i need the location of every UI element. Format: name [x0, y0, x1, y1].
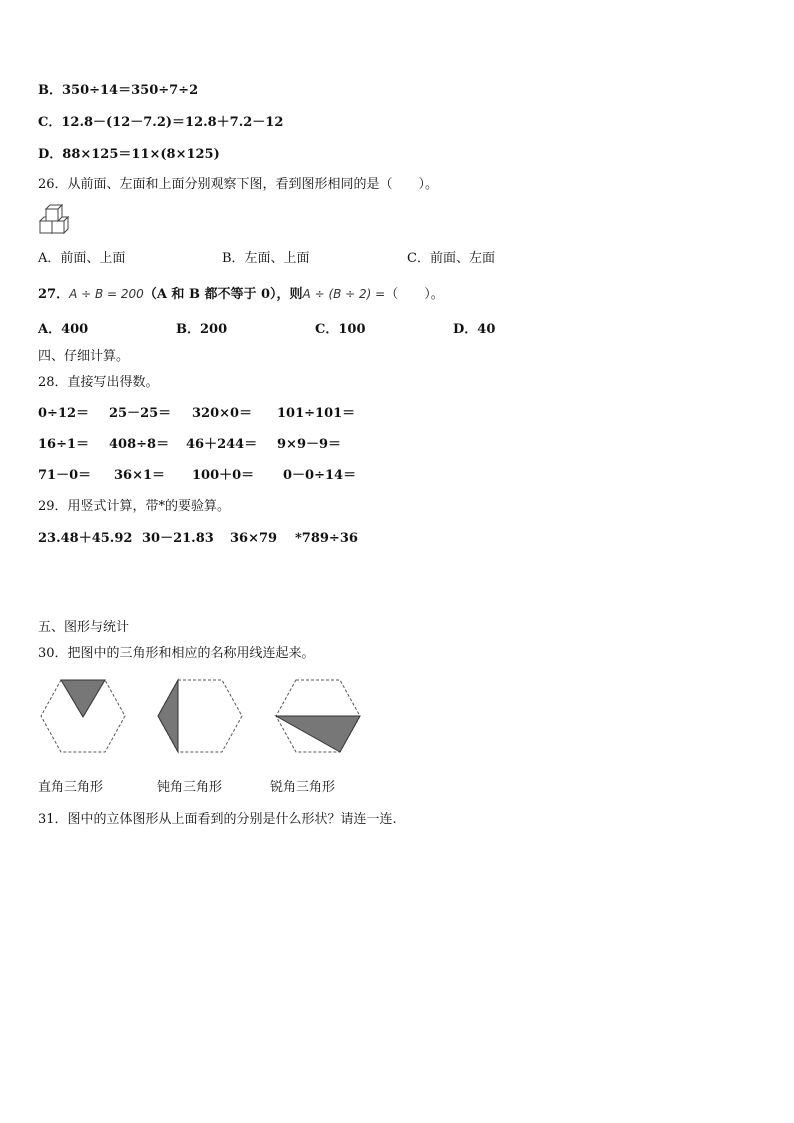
q27-number: 27． [38, 287, 70, 302]
q27-option-d: D．40 [453, 322, 496, 337]
q25-option-c: C．12.8－(12－7.2)＝12.8＋7.2－12 [38, 115, 284, 130]
q25-option-d: D．88×125＝11×(8×125) [38, 147, 220, 162]
q28-question: 28．直接写出得数。 [38, 375, 159, 390]
q28-cell: 36×1＝ [114, 468, 166, 483]
section-4-title: 四、仔细计算。 [38, 349, 130, 364]
q28-cell: 0÷12＝ [38, 406, 90, 421]
q30-question: 30．把图中的三角形和相应的名称用线连起来。 [38, 646, 315, 661]
q25-option-b: B．350÷14＝350÷7÷2 [38, 83, 199, 98]
label-obtuse-triangle: 钝角三角形 [157, 780, 223, 795]
q26-option-a: A．前面、上面 [38, 251, 126, 266]
q29-item: *789÷36 [295, 531, 358, 546]
hexagon-figure-3 [275, 679, 361, 753]
hexagon-figure-2 [157, 679, 243, 753]
q27-option-b: B．200 [176, 322, 228, 337]
q28-cell: 25－25＝ [109, 406, 172, 421]
q27-condition: （A 和 B 都不等于 0），则 [143, 287, 303, 302]
q28-cell: 101÷101＝ [277, 406, 356, 421]
q28-cell: 16÷1＝ [38, 437, 90, 452]
q26-option-c: C．前面、左面 [407, 251, 495, 266]
label-acute-triangle: 锐角三角形 [270, 780, 336, 795]
shaded-triangle [158, 680, 178, 752]
q29-item: 36×79 [230, 531, 278, 546]
q29-item: 23.48＋45.92 [38, 531, 133, 546]
section-5-title: 五、图形与统计 [38, 620, 130, 635]
label-right-triangle: 直角三角形 [38, 780, 104, 795]
q27-question [38, 286, 444, 303]
q28-cell: 100＋0＝ [192, 468, 255, 483]
q27-option-a: A．400 [38, 322, 89, 337]
q26-question: 26．从前面、左面和上面分别观察下图，看到图形相同的是（ ）。 [38, 177, 439, 192]
q28-cell: 71－0＝ [38, 468, 92, 483]
q26-option-b: B．左面、上面 [222, 251, 310, 266]
q28-cell: 46＋244＝ [186, 437, 258, 452]
cube-stack-figure [38, 201, 74, 235]
q27-expression-2: A ÷ (B ÷ 2) = [302, 287, 386, 301]
q31-question: 31．图中的立体图形从上面看到的分别是什么形状？请连一连. [38, 812, 397, 827]
q27-option-c: C．100 [315, 322, 366, 337]
hexagon-figure-1 [40, 679, 126, 753]
q28-cell: 0－0÷14＝ [283, 468, 357, 483]
q28-cell: 9×9－9＝ [277, 437, 342, 452]
q27-blank: （ ）。 [385, 287, 444, 302]
q29-question: 29．用竖式计算，带*的要验算。 [38, 499, 231, 514]
q27-expression-1: A ÷ B = 200 [69, 287, 144, 301]
q28-cell: 408÷8＝ [109, 437, 170, 452]
q28-cell: 320×0＝ [192, 406, 253, 421]
q29-item: 30－21.83 [142, 531, 214, 546]
